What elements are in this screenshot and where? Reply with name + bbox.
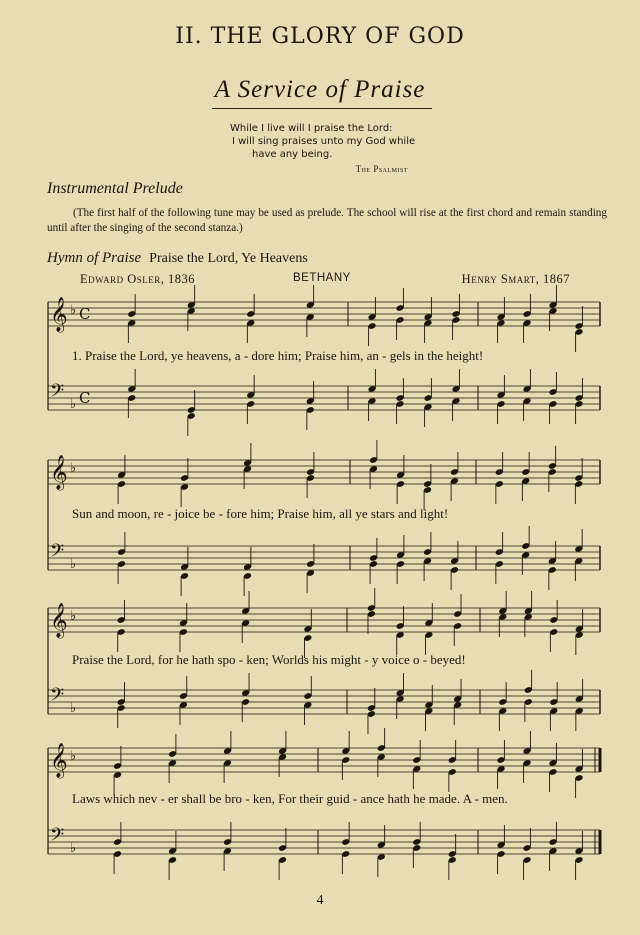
- time-signature: C: [79, 305, 91, 323]
- key-signature-flat: ♭: [70, 609, 77, 624]
- key-signature-flat: ♭: [70, 701, 77, 716]
- lyric-line: Sun and moon, re - joice be - fore him; Praise him, all ye stars and light!: [72, 506, 449, 521]
- key-signature-flat: ♭: [70, 557, 77, 572]
- key-signature-flat: ♭: [70, 749, 77, 764]
- hymn-tune-name: BETHANY: [293, 272, 351, 284]
- lyric-line: Laws which nev - er shall be bro - ken, For their guid - ance hath he made. A - men.: [72, 791, 508, 806]
- key-signature-flat: ♭: [70, 397, 77, 412]
- key-signature-flat: ♭: [70, 841, 77, 856]
- treble-clef: 𝄞: [50, 455, 68, 490]
- lyric-line: Praise the Lord, for he hath spo - ken; Worlds his might - y voice o - beyed!: [72, 652, 466, 667]
- treble-clef: 𝄞: [50, 743, 68, 778]
- treble-clef: 𝄞: [50, 603, 68, 638]
- hymn-label: Hymn of Praise: [47, 250, 142, 266]
- hymn-title: Praise the Lord, Ye Heavens: [149, 251, 308, 266]
- psalm-line: have any being.: [252, 149, 333, 160]
- bass-clef: 𝄢: [50, 825, 65, 850]
- prelude-heading: Instrumental Prelude: [47, 180, 183, 197]
- service-title: A Service of Praise: [214, 76, 426, 103]
- psalm-line: I will sing praises unto my God while: [232, 136, 416, 147]
- hymn-composer: Henry Smart, 1867: [461, 272, 570, 286]
- psalm-line: While I live will I praise the Lord:: [230, 123, 393, 134]
- section-title: II. THE GLORY OF GOD: [175, 24, 465, 49]
- prelude-note: (The first half of the following tune may be used as prelude. The school will rise at the first chord and remain standing until after the singing of the second stanza.): [47, 207, 607, 234]
- bass-clef: 𝄢: [50, 685, 65, 710]
- bass-clef: 𝄢: [50, 381, 65, 406]
- page-number: 4: [316, 893, 324, 908]
- key-signature-flat: ♭: [70, 303, 77, 318]
- bass-clef: 𝄢: [50, 541, 65, 566]
- treble-clef: 𝄞: [50, 297, 68, 332]
- psalm-attribution: The Psalmist: [355, 164, 408, 174]
- lyric-line: 1. Praise the Lord, ye heavens, a - dore him; Praise him, an - gels in the height!: [72, 348, 484, 363]
- time-signature: C: [79, 389, 91, 407]
- hymn-author: Edward Osler, 1836: [80, 272, 196, 286]
- key-signature-flat: ♭: [70, 461, 77, 476]
